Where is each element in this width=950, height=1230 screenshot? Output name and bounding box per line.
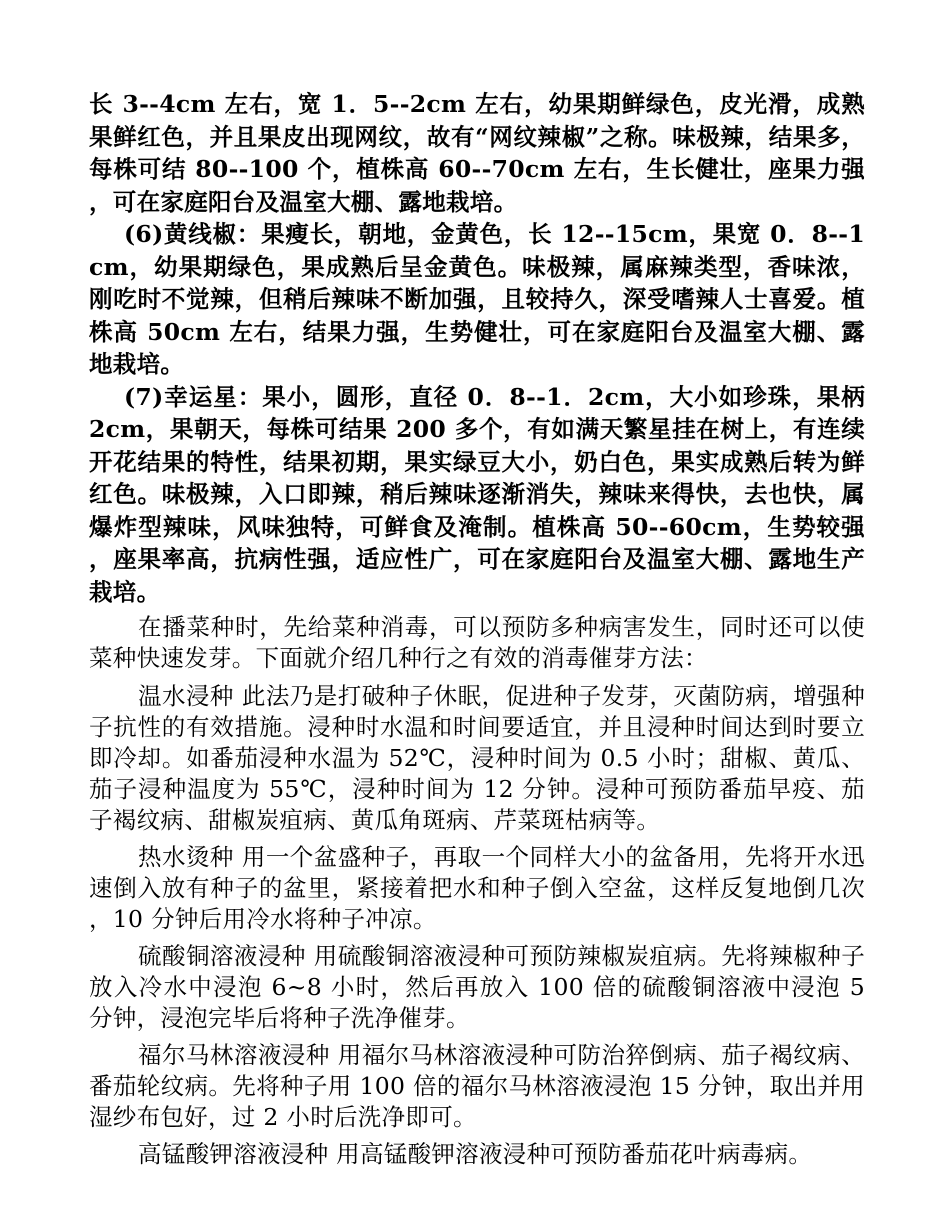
seed-disinfection-section <box>89 612 865 1170</box>
paragraph-hot-water-scald: 热水烫种 用一个盆盛种子，再取一个同样大小的盆备用，先将开水迅速倒入放有种子的盆里，紧接着把水和种子倒入空盆，这样反复地倒几次，10 分钟后用冷水将种子冲凉。 <box>89 843 865 933</box>
paragraph-permanganate-soak: 高锰酸钾溶液浸种 用高锰酸钾溶液浸种可预防番茄花叶病毒病。 <box>138 1140 813 1168</box>
paragraph-formalin-soak: 福尔马林溶液浸种 用福尔马林溶液浸种可防治猝倒病、茄子褐纹病、番茄轮纹病。先将种子用 100 倍的福尔马林溶液浸泡 15 分钟，取出并用湿纱布包好，过 2 小时后洗净即可。 <box>89 1041 865 1131</box>
pepper-variety-section <box>89 88 865 608</box>
document-page <box>89 88 865 1176</box>
paragraph-copper-sulfate-soak: 硫酸铜溶液浸种 用硫酸铜溶液浸种可预防辣椒炭疽病。先将辣椒种子放入冷水中浸泡 6~8 小时，然后再放入 100 倍的硫酸铜溶液中浸泡 5 分钟，浸泡完毕后将种子洗净催芽。 <box>89 942 865 1032</box>
paragraph-disinfection-intro: 在播菜种时，先给菜种消毒，可以预防多种病害发生，同时还可以使菜种快速发芽。下面就介绍几种行之有效的消毒催芽方法： <box>89 613 865 672</box>
paragraph-warm-water-soak: 温水浸种 此法乃是打破种子休眠，促进种子发芽，灭菌防病，增强种子抗性的有效措施。浸种时水温和时间要适宜，并且浸种时间达到时要立即冷却。如番茄浸种水温为 52℃，浸种时间为 0.5 小时；甜椒、黄瓜、茄子浸种温度为 55℃，浸种时间为 12 分钟。浸种可预防番茄早疫、茄子褐纹病、甜椒炭疽病、黄瓜角斑病、芹菜斑枯病等。 <box>89 682 865 834</box>
paragraph-net-pepper: 长 3--4cm 左右，宽 1．5--2cm 左右，幼果期鲜绿色，皮光滑，成熟果鲜红色，并且果皮出现网纹，故有“网纹辣椒”之称。味极辣，结果多，每株可结 80--100 个，植株高 60--70cm 左右，生长健壮，座果力强，可在家庭阳台及温室大棚、露地栽培。 <box>89 90 865 216</box>
paragraph-lucky-star-pepper: (7)幸运星：果小，圆形，直径 0．8--1．2cm，大小如珍珠，果柄 2cm，果朝天，每株可结果 200 多个，有如满天繁星挂在树上，有连续开花结果的特性，结果初期，果实绿豆大小，奶白色，果实成熟后转为鲜红色。味极辣，入口即辣，稍后辣味逐渐消失，辣味来得快，去也快，属爆炸型辣味，风味独特，可鲜食及淹制。植株高 50--60cm，生势较强，座果率高，抗病性强，适应性广，可在家庭阳台及温室大棚、露地生产栽培。 <box>89 382 865 606</box>
paragraph-yellow-line-pepper: (6)黄线椒：果瘦长，朝地，金黄色，长 12--15cm，果宽 0．8--1cm，幼果期绿色，果成熟后呈金黄色。味极辣，属麻辣类型，香味浓，刚吃时不觉辣，但稍后辣味不断加强，且较持久，深受嗜辣人士喜爱。植株高 50cm 左右，结果力强，生势健壮，可在家庭阳台及温室大棚、露地栽培。 <box>89 220 865 378</box>
